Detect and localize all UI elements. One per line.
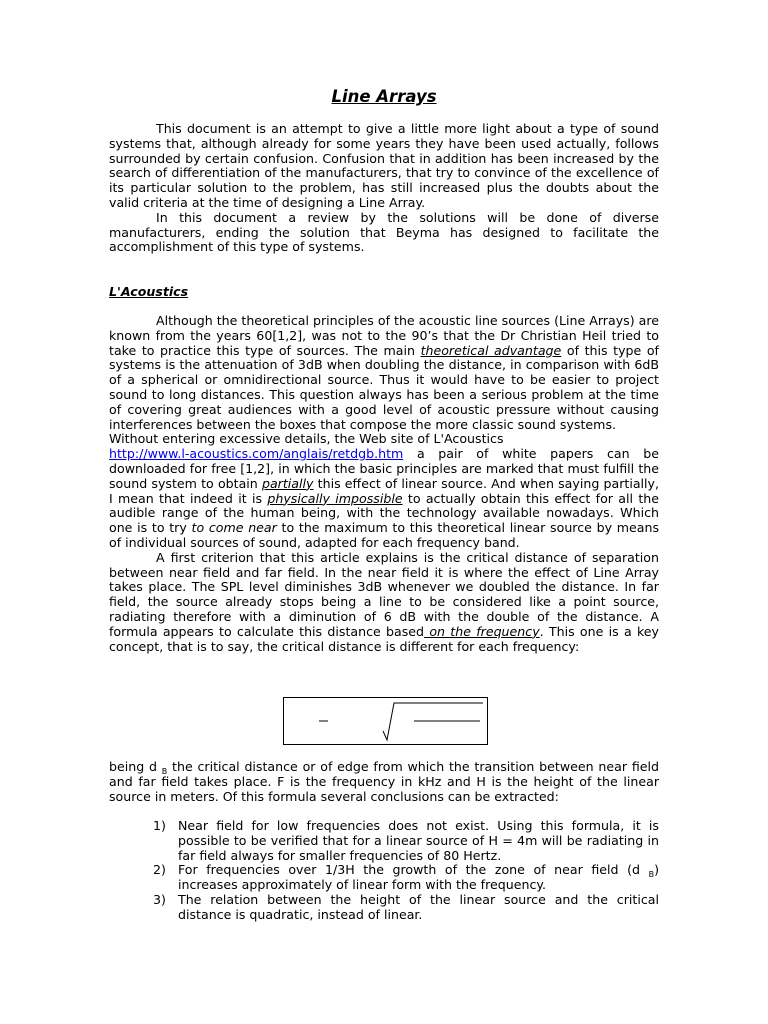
list-item: 3) The relation between the height of the linear source and the critical distance is quadratic, instead of linear. — [153, 891, 659, 922]
formula-explanation — [109, 760, 659, 804]
page-title: Line Arrays — [331, 87, 437, 106]
emphasis-partially: partially — [261, 475, 314, 491]
intro-section — [109, 122, 659, 255]
lacoustics-link[interactable]: http://www.l-acoustics.com/anglais/retdgb.htm — [109, 446, 404, 462]
formula-box — [283, 697, 488, 745]
emphasis-on-the-frequency: on the frequency — [424, 623, 540, 639]
section-paragraph-4: being d $_B$ the critical distance or of edge from which the transition between near field and far field takes place. F is the frequency in kHz and H is the height of the linear source in meters. Of this formula several conclusions can be extracted: — [109, 759, 659, 804]
conclusions-list — [153, 819, 659, 923]
section-paragraph-1: Although the theoretical principles of the acoustic line sources (Line Arrays) are known from the years 60[1,2], was not to the 90’s that the Dr Christian Heil tried to take to practice this type of sources. The main theoretical advantage of this type of systems is the attenuation of 3dB when doubling the distance, in comparison with 6dB of a spherical or omnidirectional source. Thus it would have to be easier to project sound to long distances. This question always has been a serious problem at the time of covering great audiences with a good level of acoustic pressure without causing interferences between the boxes that compose the more classic sound systems. — [109, 313, 659, 432]
intro-paragraph-1: This document is an attempt to give a little more light about a type of sound systems that, although already for some years they have been used actually, follows surrounded by certain confusion. Confusion that in addition has been increased by the search of differentiation of the manufacturers, that try to convince of the excellence of its particular solution to the problem, has still increased plus the doubts about the valid criteria at the time of designing a Line Array. — [109, 121, 659, 210]
emphasis-physically-impossible: physically impossible — [267, 490, 403, 506]
emphasis-theoretical-advantage: theoretical advantage — [420, 342, 562, 358]
section-heading-container — [109, 285, 659, 300]
formula-image — [284, 698, 487, 744]
section-paragraph-3: A first criterion that this article explains is the critical distance of separation between near field and far field. In the near field it is where the effect of Line Array takes place. The SPL level diminishes 3dB whenever we doubled the distance. In far field, the source already stops being a line to be considered like a point source, radiating therefore with a diminution of 6 dB with the double of the distance. A formula appears to calculate this distance based on the frequency. This one is a key concept, that is to say, the critical distance is different for each frequency: — [109, 549, 659, 654]
lacoustics-section — [109, 314, 659, 654]
section-paragraph-2: Without entering excessive details, the Web site of L'Acoustics http://www.l-acoustics.com/anglais/retdgb.htm a pair of white papers can be downloaded for free [1,2], in which the basic principles are marked that must fulfill the sound system to obtain partially this effect of linear source. And when saying partially, I mean that indeed it is physically impossible to actually obtain this effect for all the audible range of the human being, with the technology available nowadays. Which one is to try to come near to the maximum to this theoretical linear source by means of individual sources of sound, adapted for each frequency band. — [109, 431, 660, 550]
emphasis-to-come-near: to come near — [191, 520, 277, 536]
list-item: 1) Near field for low frequencies does not exist. Using this formula, it is possible to be verified that for a linear source of H = 4m will be radiating in far field always for smaller frequencies of 80 Hertz. — [153, 818, 659, 863]
list-item: 2) For frequencies over 1/3H the growth of the zone of near field (d $_B$) increases approximately of linear form with the frequency. — [153, 862, 659, 893]
section-heading: L'Acoustics — [109, 284, 189, 299]
intro-paragraph-2: In this document a review by the solutions will be done of diverse manufacturers, ending the solution that Beyma has designed to facilitate the accomplishment of this type of systems. — [109, 209, 659, 255]
